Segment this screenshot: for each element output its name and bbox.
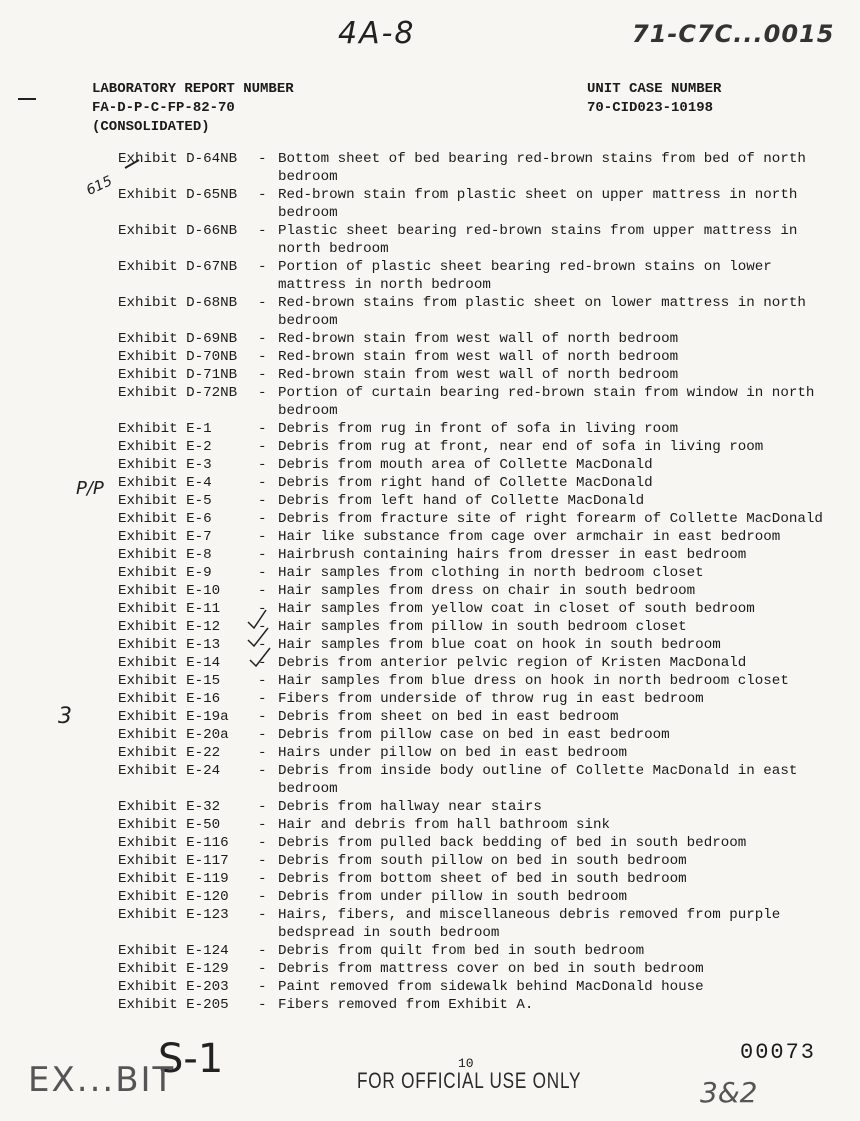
exhibit-separator: -: [258, 439, 267, 455]
exhibit-row: [118, 330, 838, 348]
exhibit-separator: -: [258, 583, 267, 599]
exhibit-separator: -: [258, 511, 267, 527]
exhibit-row: [118, 222, 838, 258]
handwritten-margin-mark: 3: [58, 704, 72, 729]
exhibit-separator: -: [258, 961, 267, 977]
exhibit-row: [118, 942, 838, 960]
exhibit-separator: -: [258, 529, 267, 545]
unit-case-number: 70-CID023-10198: [587, 100, 714, 116]
exhibit-label: Exhibit E-8: [118, 547, 212, 563]
exhibit-row: [118, 186, 838, 222]
exhibit-description: Hair samples from blue coat on hook in south bedroom: [278, 637, 721, 653]
unit-case-label: UNIT CASE NUMBER: [587, 81, 722, 97]
exhibit-row: [118, 564, 838, 582]
lab-report-number: FA-D-P-C-FP-82-70: [92, 100, 235, 116]
exhibit-label: Exhibit E-22: [118, 745, 221, 761]
exhibit-separator: -: [258, 817, 267, 833]
exhibit-row: [118, 744, 838, 762]
handwritten-margin-note: 615: [83, 173, 115, 199]
exhibit-label: Exhibit E-24: [118, 763, 221, 779]
exhibit-separator: -: [258, 655, 267, 671]
exhibit-label: Exhibit E-20a: [118, 727, 229, 743]
exhibit-separator: -: [258, 889, 267, 905]
exhibit-label: Exhibit E-117: [118, 853, 229, 869]
exhibit-row: [118, 582, 838, 600]
exhibit-description: Debris from hallway near stairs: [278, 799, 542, 815]
exhibit-separator: -: [258, 997, 267, 1013]
exhibit-description: Debris from sheet on bed in east bedroom: [278, 709, 619, 725]
exhibit-row: [118, 546, 838, 564]
exhibit-row: [118, 348, 838, 366]
exhibit-description: Red-brown stain from plastic sheet on upper mattress in north bedroom: [278, 187, 798, 221]
exhibit-description: Hair samples from clothing in north bedroom closet: [278, 565, 704, 581]
exhibit-label: Exhibit D-70NB: [118, 349, 238, 365]
exhibit-separator: -: [258, 835, 267, 851]
exhibit-description: Debris from pillow case on bed in east bedroom: [278, 727, 670, 743]
exhibit-description: Hair like substance from cage over armchair in east bedroom: [278, 529, 781, 545]
exhibit-separator: -: [258, 565, 267, 581]
exhibit-description: Debris from rug at front, near end of sofa in living room: [278, 439, 764, 455]
exhibit-separator: -: [258, 223, 267, 239]
exhibit-separator: -: [258, 259, 267, 275]
exhibit-label: Exhibit E-14: [118, 655, 221, 671]
exhibit-description: Plastic sheet bearing red-brown stains from upper mattress in north bedroom: [278, 223, 798, 257]
exhibit-row: [118, 960, 838, 978]
exhibit-row: [118, 816, 838, 834]
exhibit-row: [118, 492, 838, 510]
exhibit-label: Exhibit E-205: [118, 997, 229, 1013]
exhibit-description: Debris from mouth area of Collette MacDonald: [278, 457, 653, 473]
exhibit-row: [118, 852, 838, 870]
exhibit-label: Exhibit E-12: [118, 619, 221, 635]
exhibit-row: [118, 258, 838, 294]
exhibit-label: Exhibit E-11: [118, 601, 221, 617]
exhibit-label: Exhibit E-129: [118, 961, 229, 977]
exhibit-row: [118, 708, 838, 726]
exhibit-separator: -: [258, 637, 267, 653]
exhibit-description: Debris from right hand of Collette MacDonald: [278, 475, 653, 491]
exhibit-row: [118, 636, 838, 654]
exhibit-description: Debris from rug in front of sofa in living room: [278, 421, 679, 437]
exhibit-description: Red-brown stain from west wall of north bedroom: [278, 367, 679, 383]
exhibit-separator: -: [258, 673, 267, 689]
exhibit-separator: -: [258, 709, 267, 725]
exhibit-stamp: EX...BIT: [28, 1060, 176, 1100]
exhibit-row: [118, 150, 838, 186]
exhibit-separator: -: [258, 799, 267, 815]
exhibit-description: Fibers from underside of throw rug in east bedroom: [278, 691, 704, 707]
exhibit-description: Red-brown stain from west wall of north bedroom: [278, 331, 679, 347]
handwritten-exhibit-id: S-1: [158, 1036, 224, 1082]
exhibit-separator: -: [258, 475, 267, 491]
exhibit-row: [118, 600, 838, 618]
exhibit-row: [118, 906, 838, 942]
exhibit-description: Portion of plastic sheet bearing red-brown stains on lower mattress in north bedroom: [278, 259, 772, 293]
exhibit-row: [118, 798, 838, 816]
unit-case-header: [587, 80, 721, 118]
exhibit-label: Exhibit D-66NB: [118, 223, 238, 239]
exhibit-description: Paint removed from sidewalk behind MacDonald house: [278, 979, 704, 995]
exhibit-label: Exhibit D-65NB: [118, 187, 238, 203]
exhibit-description: Hair samples from pillow in south bedroom closet: [278, 619, 687, 635]
exhibit-separator: -: [258, 187, 267, 203]
exhibit-row: [118, 726, 838, 744]
exhibit-description: Debris from pulled back bedding of bed in south bedroom: [278, 835, 747, 851]
exhibit-row: [118, 384, 838, 420]
handwritten-bottom-mark: 3&2: [700, 1076, 758, 1109]
exhibit-label: Exhibit E-1: [118, 421, 212, 437]
exhibit-row: [118, 978, 838, 996]
exhibit-separator: -: [258, 871, 267, 887]
exhibit-label: Exhibit E-50: [118, 817, 221, 833]
exhibit-description: Bottom sheet of bed bearing red-brown stains from bed of north bedroom: [278, 151, 806, 185]
exhibit-separator: -: [258, 727, 267, 743]
exhibit-separator: -: [258, 457, 267, 473]
exhibit-label: Exhibit E-9: [118, 565, 212, 581]
exhibit-description: Hairs, fibers, and miscellaneous debris removed from purple bedspread in south bedroom: [278, 907, 781, 941]
exhibit-separator: -: [258, 853, 267, 869]
exhibit-separator: -: [258, 421, 267, 437]
exhibit-description: Hair samples from blue dress on hook in north bedroom closet: [278, 673, 789, 689]
exhibit-row: [118, 420, 838, 438]
exhibit-label: Exhibit E-19a: [118, 709, 229, 725]
exhibit-separator: -: [258, 745, 267, 761]
margin-dash-mark: [18, 98, 36, 100]
exhibit-label: Exhibit E-2: [118, 439, 212, 455]
exhibit-label: Exhibit D-68NB: [118, 295, 238, 311]
exhibit-row: [118, 366, 838, 384]
exhibit-label: Exhibit E-203: [118, 979, 229, 995]
exhibit-separator: -: [258, 691, 267, 707]
exhibit-description: Hairs under pillow on bed in east bedroom: [278, 745, 628, 761]
exhibit-row: [118, 294, 838, 330]
exhibit-label: Exhibit D-71NB: [118, 367, 238, 383]
exhibit-description: Debris from under pillow in south bedroom: [278, 889, 628, 905]
exhibit-label: Exhibit E-119: [118, 871, 229, 887]
exhibit-separator: -: [258, 979, 267, 995]
exhibit-description: Debris from fracture site of right forearm of Collette MacDonald: [278, 511, 823, 527]
exhibit-label: Exhibit E-3: [118, 457, 212, 473]
exhibit-description: Red-brown stains from plastic sheet on lower mattress in north bedroom: [278, 295, 806, 329]
exhibit-description: Debris from anterior pelvic region of Kristen MacDonald: [278, 655, 747, 671]
exhibit-label: Exhibit E-15: [118, 673, 221, 689]
exhibit-row: [118, 654, 838, 672]
exhibit-label: Exhibit E-32: [118, 799, 221, 815]
exhibit-separator: -: [258, 547, 267, 563]
exhibit-label: Exhibit D-67NB: [118, 259, 238, 275]
exhibit-separator: -: [258, 601, 267, 617]
handwritten-page-code: 4A-8: [338, 16, 416, 51]
exhibit-description: Debris from left hand of Collette MacDonald: [278, 493, 645, 509]
exhibit-row: [118, 690, 838, 708]
lab-report-header: [92, 80, 294, 137]
exhibit-separator: -: [258, 619, 267, 635]
handwritten-file-number: 71-C7C...0015: [632, 20, 835, 48]
exhibit-description: Debris from quilt from bed in south bedroom: [278, 943, 645, 959]
exhibit-separator: -: [258, 493, 267, 509]
exhibit-separator: -: [258, 367, 267, 383]
exhibit-description: Portion of curtain bearing red-brown stain from window in north bedroom: [278, 385, 815, 419]
exhibit-row: [118, 834, 838, 852]
exhibit-description: Hair and debris from hall bathroom sink: [278, 817, 611, 833]
exhibit-label: Exhibit E-4: [118, 475, 212, 491]
exhibit-row: [118, 456, 838, 474]
exhibit-row: [118, 438, 838, 456]
exhibit-row: [118, 996, 838, 1014]
exhibit-label: Exhibit D-64NB: [118, 151, 238, 167]
exhibit-separator: -: [258, 349, 267, 365]
classification-notice: FOR OFFICIAL USE ONLY: [357, 1068, 582, 1093]
exhibit-row: [118, 762, 838, 798]
exhibit-separator: -: [258, 331, 267, 347]
exhibit-label: Exhibit E-16: [118, 691, 221, 707]
exhibit-separator: -: [258, 907, 267, 923]
exhibit-row: [118, 528, 838, 546]
exhibit-list: [118, 150, 838, 1014]
exhibit-label: Exhibit E-7: [118, 529, 212, 545]
exhibit-label: Exhibit E-120: [118, 889, 229, 905]
exhibit-description: Debris from mattress cover on bed in south bedroom: [278, 961, 704, 977]
exhibit-label: Exhibit E-13: [118, 637, 221, 653]
exhibit-row: [118, 510, 838, 528]
exhibit-label: Exhibit D-72NB: [118, 385, 238, 401]
exhibit-separator: -: [258, 385, 267, 401]
exhibit-description: Debris from inside body outline of Collette MacDonald in east bedroom: [278, 763, 798, 797]
exhibit-description: Debris from south pillow on bed in south bedroom: [278, 853, 687, 869]
lab-report-label: LABORATORY REPORT NUMBER: [92, 81, 294, 97]
exhibit-label: Exhibit E-116: [118, 835, 229, 851]
exhibit-label: Exhibit E-5: [118, 493, 212, 509]
exhibit-row: [118, 888, 838, 906]
exhibit-row: [118, 672, 838, 690]
exhibit-description: Fibers removed from Exhibit A.: [278, 997, 534, 1013]
document-number: 00073: [740, 1040, 817, 1065]
exhibit-separator: -: [258, 151, 267, 167]
exhibit-description: Red-brown stain from west wall of north bedroom: [278, 349, 679, 365]
exhibit-row: [118, 474, 838, 492]
exhibit-row: [118, 618, 838, 636]
exhibit-description: Debris from bottom sheet of bed in south bedroom: [278, 871, 687, 887]
exhibit-label: Exhibit D-69NB: [118, 331, 238, 347]
page-number: 10: [458, 1056, 474, 1071]
exhibit-label: Exhibit E-124: [118, 943, 229, 959]
exhibit-separator: -: [258, 295, 267, 311]
exhibit-row: [118, 870, 838, 888]
exhibit-separator: -: [258, 943, 267, 959]
exhibit-description: Hairbrush containing hairs from dresser in east bedroom: [278, 547, 747, 563]
exhibit-separator: -: [258, 763, 267, 779]
exhibit-label: Exhibit E-123: [118, 907, 229, 923]
exhibit-label: Exhibit E-10: [118, 583, 221, 599]
handwritten-margin-initials: P/P: [76, 478, 104, 499]
lab-report-consolidated: (CONSOLIDATED): [92, 119, 210, 135]
exhibit-label: Exhibit E-6: [118, 511, 212, 527]
exhibit-description: Hair samples from yellow coat in closet of south bedroom: [278, 601, 755, 617]
exhibit-description: Hair samples from dress on chair in south bedroom: [278, 583, 696, 599]
